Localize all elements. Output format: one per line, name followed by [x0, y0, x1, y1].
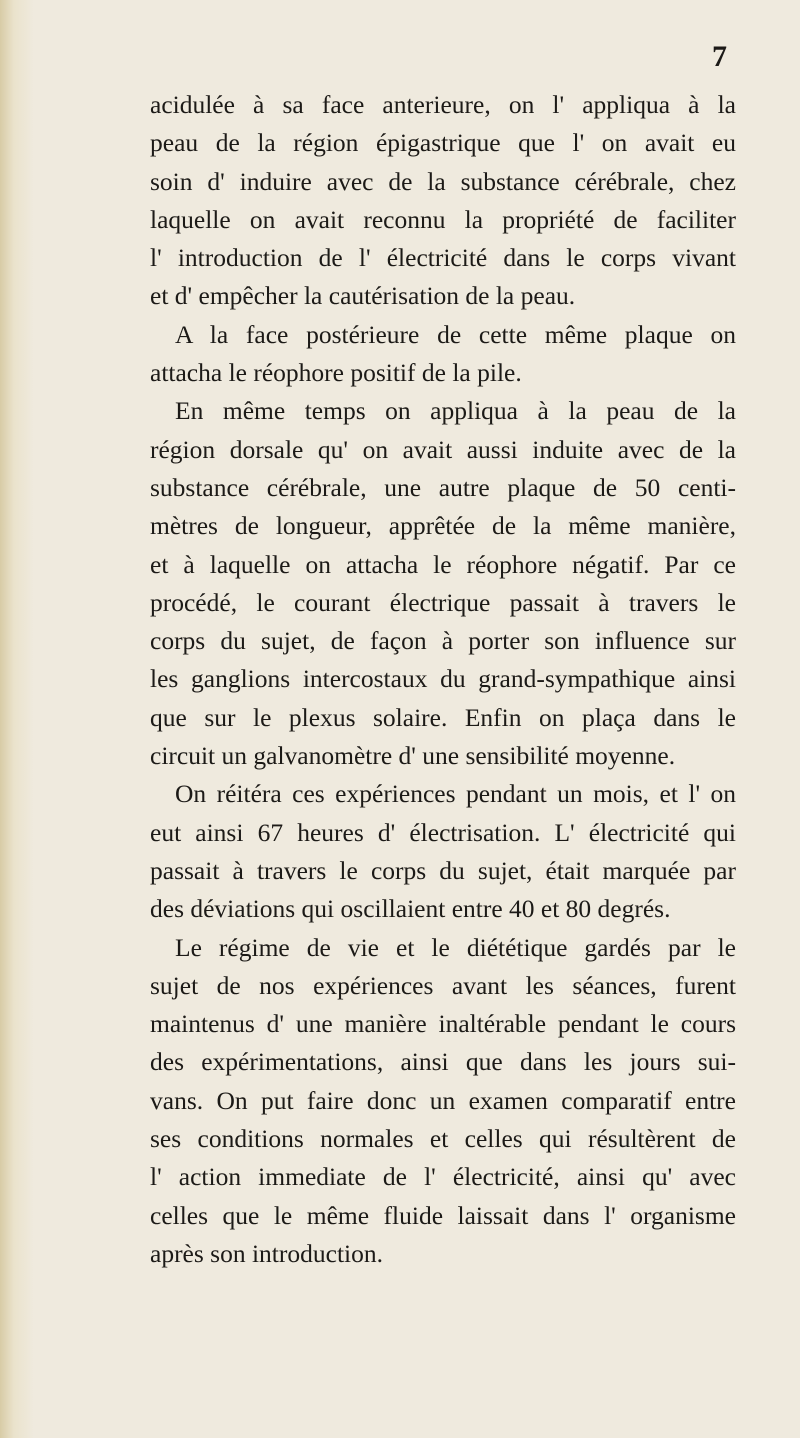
- text-line: circuit un galvanomètre d' une sensibilité moyenne.: [150, 741, 676, 771]
- text-line: Le régime de vie et le diététique gardés par le: [175, 932, 736, 962]
- text-line: passait à travers le corps du sujet, était marquée par: [150, 855, 736, 885]
- text-line: région dorsale qu' on avait aussi induite avec de la: [150, 434, 736, 464]
- text-line: que sur le plexus solaire. Enfin on plaça dans le: [150, 702, 736, 732]
- text-line: et d' empêcher la cautérisation de la peau.: [150, 281, 576, 311]
- text-line: On réitéra ces expériences pendant un mois, et l' on: [175, 779, 736, 809]
- text-line: vans. On put faire donc un examen comparatif entre: [150, 1085, 736, 1115]
- text-line: laquelle on avait reconnu la propriété de faciliter: [150, 204, 736, 234]
- text-line: procédé, le courant électrique passait à travers le: [150, 587, 736, 617]
- text-line: après son introduction.: [150, 1238, 383, 1268]
- text-line: substance cérébrale, une autre plaque de 50 centi-: [150, 472, 736, 502]
- text-line: celles que le même fluide laissait dans l' organisme: [150, 1200, 736, 1230]
- text-line: attacha le réophore positif de la pile.: [150, 358, 522, 388]
- body-text: [150, 86, 736, 1273]
- text-line: l' action immediate de l' électricité, ainsi qu' avec: [150, 1162, 736, 1192]
- text-line: des expérimentations, ainsi que dans les jours sui-: [150, 1047, 736, 1077]
- text-line: corps du sujet, de façon à porter son influence sur: [150, 626, 736, 656]
- page-number: 7: [712, 40, 727, 73]
- text-line: sujet de nos expériences avant les séances, furent: [150, 970, 736, 1000]
- text-line: eut ainsi 67 heures d' électrisation. L' électricité qui: [150, 817, 736, 847]
- text-line: mètres de longueur, apprêtée de la même manière,: [150, 511, 736, 541]
- text-line: maintenus d' une manière inaltérable pendant le cours: [150, 1009, 736, 1039]
- text-line: soin d' induire avec de la substance cérébrale, chez: [150, 166, 736, 196]
- text-line: En même temps on appliqua à la peau de la: [175, 396, 736, 426]
- text-line: et à laquelle on attacha le réophore négatif. Par ce: [150, 549, 736, 579]
- text-line: des déviations qui oscillaient entre 40 et 80 degrés.: [150, 894, 671, 924]
- text-line: A la face postérieure de cette même plaque on: [175, 319, 736, 349]
- text-line: l' introduction de l' électricité dans le corps vivant: [150, 243, 736, 273]
- text-line: les ganglions intercostaux du grand-sympathique ainsi: [150, 664, 736, 694]
- text-line: acidulée à sa face anterieure, on l' appliqua à la: [150, 90, 736, 119]
- text-line: peau de la région épigastrique que l' on avait eu: [150, 128, 736, 158]
- text-line: ses conditions normales et celles qui résultèrent de: [150, 1124, 736, 1154]
